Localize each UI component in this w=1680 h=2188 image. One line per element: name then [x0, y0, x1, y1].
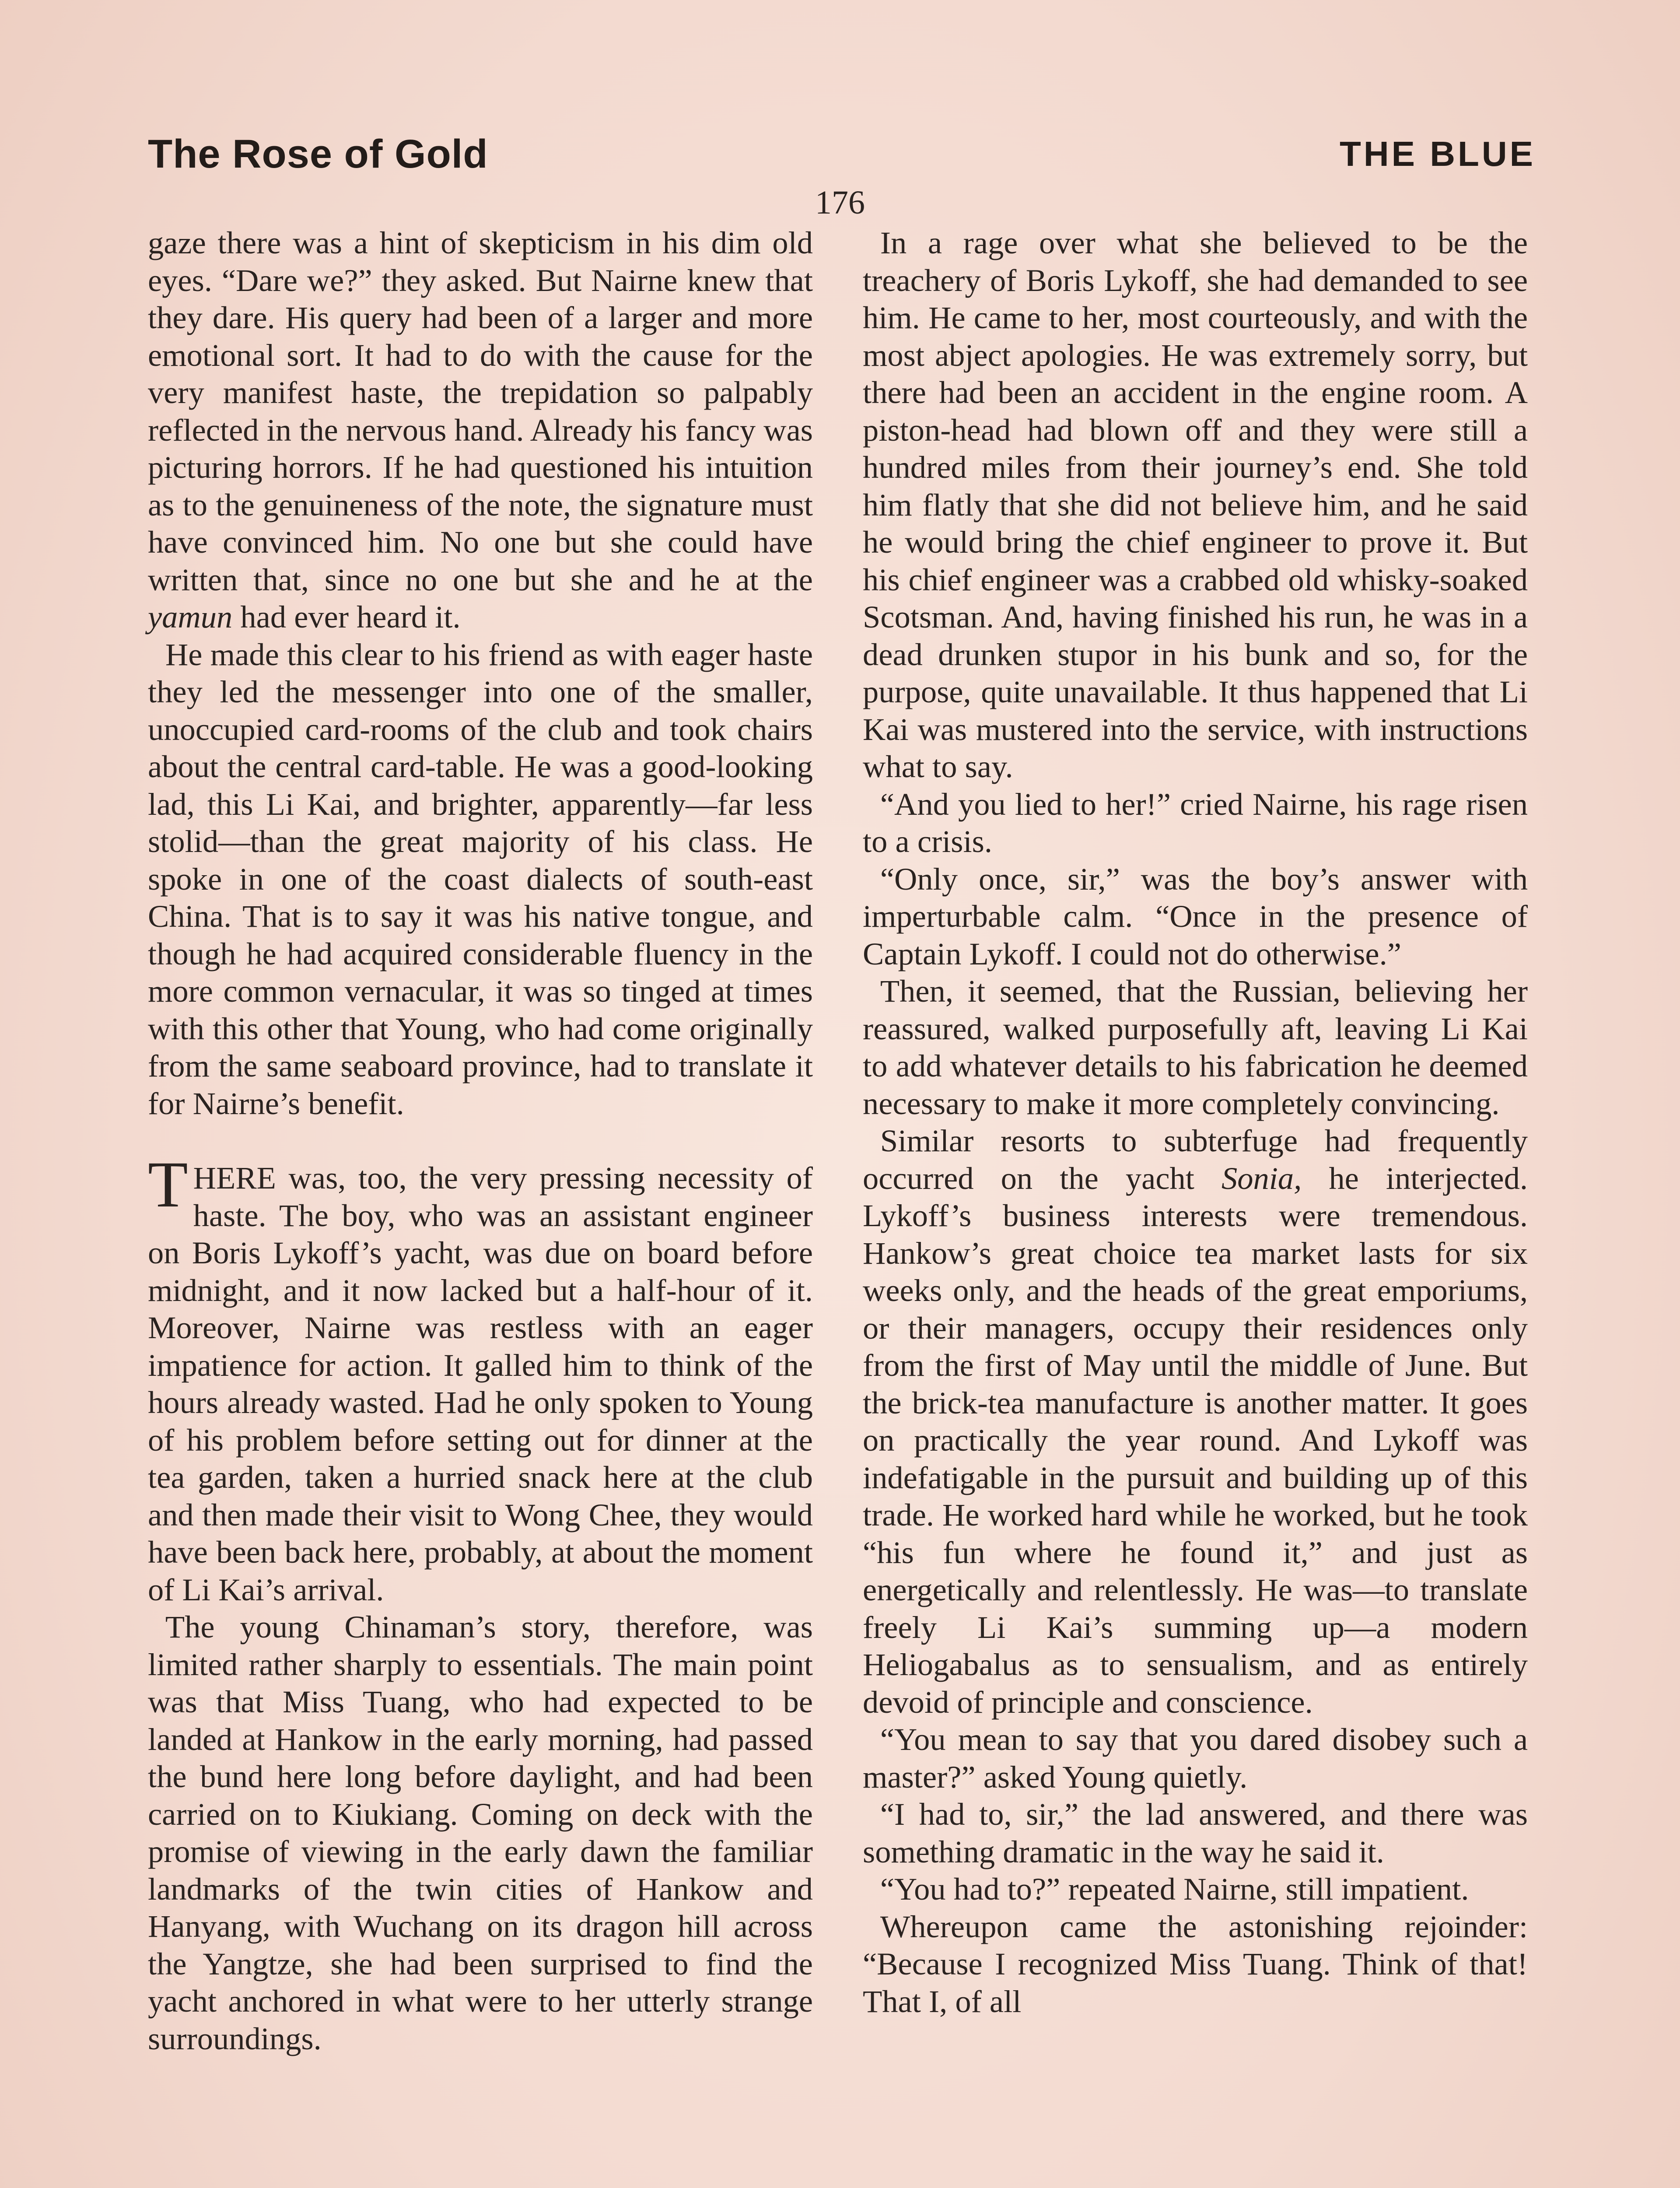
- paragraph: “You mean to say that you dared disobey such a master?” asked Young quietly.: [863, 1722, 1528, 1795]
- drop-cap: T: [148, 1148, 188, 1221]
- running-title-left: The Rose of Gold: [148, 132, 488, 176]
- paragraph: “Only once, sir,” was the boy’s answer with imperturbable calm. “Once in the presence of Captain Lykoff. I could not do otherwise.”: [863, 861, 1528, 971]
- left-column: [148, 224, 813, 2057]
- paragraph: He made this clear to his friend as with eager haste they led the messenger into one of the smaller, unoccupied card-rooms of the club and took chairs about the central card-table. He was a good-looking lad, this Li Kai, and brighter, apparently—far less stolid—than the great majority of his class. He spoke in one of the coast dialects of south-east China. That is to say it was his native tongue, and though he had acquired considerable fluency in the more common vernacular, it was so tinged at times with this other that Young, who had come originally from the same seaboard province, had to translate it for Nairne’s benefit.: [148, 636, 813, 1121]
- paragraph: The young Chinaman’s story, therefore, was limited rather sharply to essentials. The main point was that Miss Tuang, who had expected to be landed at Hankow in the early morning, had passed the bund here long before daylight, and had been carried on to Kiukiang. Coming on deck with the promise of viewing in the early dawn the familiar landmarks of the twin cities of Hankow and Hanyang, with Wuchang on its dragon hill across the Yangtze, she had been surprised to find the yacht anchored in what were to her utterly strange surroundings.: [148, 1609, 813, 2056]
- paragraph: “And you lied to her!” cried Nairne, his rage risen to a crisis.: [863, 786, 1528, 859]
- paragraph: “You had to?” repeated Nairne, still impatient.: [880, 1871, 1469, 1907]
- paragraph: In a rage over what she believed to be the treachery of Boris Lykoff, she had demanded to see him. He came to her, most courteously, and with the most abject apologies. He was extremely sorry, but there had been an accident in the engine room. A piston-head had blown off and they were still a hundred miles from their journey’s end. She told him flatly that she did not believe him, and he said he would bring the chief engineer to prove it. But his chief engineer was a crabbed old whisky-soaked Scotsman. And, having finished his run, he was in a dead drunken stupor in his bunk and so, for the purpose, quite unavailable. It thus happened that Li Kai was mustered into the service, with instructions what to say.: [863, 225, 1528, 784]
- paragraph: Then, it seemed, that the Russian, believing her reassured, walked purposefully aft, leaving Li Kai to add whatever details to his fabrication he deemed necessary to make it more completely convincing.: [863, 973, 1528, 1121]
- paragraph: Whereupon came the astonishing rejoinder: “Because I recognized Miss Tuang. Think of that! That I, of all: [863, 1908, 1528, 2019]
- paragraph: “I had to, sir,” the lad answered, and there was something dramatic in the way he said it.: [863, 1796, 1528, 1869]
- section-paragraph: THERE was, too, the very pressing necessity of haste. The boy, who was an assistant engineer on Boris Lykoff’s yacht, was due on board before midnight, and it now lacked but a half-hour of it. Moreover, Nairne was restless with an eager impatience for action. It galled him to think of the hours already wasted. Had he only spoken to Young of his problem before setting out for dinner at the tea garden, taken a hurried snack here at the club and then made their visit to Wong Chee, they would have been back here, probably, at about the moment of Li Kai’s arrival.: [148, 1148, 813, 1607]
- paragraph: gaze there was a hint of skepticism in his dim old eyes. “Dare we?” they asked. But Nairne knew that they dare. His query had been of a larger and more emotional sort. It had to do with the cause for the very manifest haste, the trepidation so palpably reflected in the nervous hand. Already his fancy was picturing horrors. If he had questioned his intuition as to the genuineness of the note, the signature must have convinced him. No one but she could have written that, since no one but she and he at the yamun had ever heard it.: [148, 225, 813, 635]
- italic-word: Sonia,: [1222, 1160, 1302, 1196]
- page-number: 176: [815, 184, 865, 221]
- running-title-right: THE BLUE: [1340, 134, 1536, 173]
- paragraph: Similar resorts to subterfuge had frequently occurred on the yacht Sonia, he interjected. Lykoff’s business interests were tremendous. Hankow’s great choice tea market lasts for six weeks only, and the heads of the great emporiums, or their managers, occupy their residences only from the first of May until the middle of June. But the brick-tea manufacture is another matter. It goes on practically the year round. And Lykoff was indefatigable in the pursuit and building up of this trade. He worked hard while he worked, but he took “his fun where he found it,” and just as energetically and relentlessly. He was—to translate freely Li Kai’s summing up—a modern Heliogabalus as to sensualism, and as entirely devoid of principle and conscience.: [863, 1123, 1528, 1720]
- italic-word: yamun: [148, 599, 233, 635]
- right-column: [863, 224, 1528, 2020]
